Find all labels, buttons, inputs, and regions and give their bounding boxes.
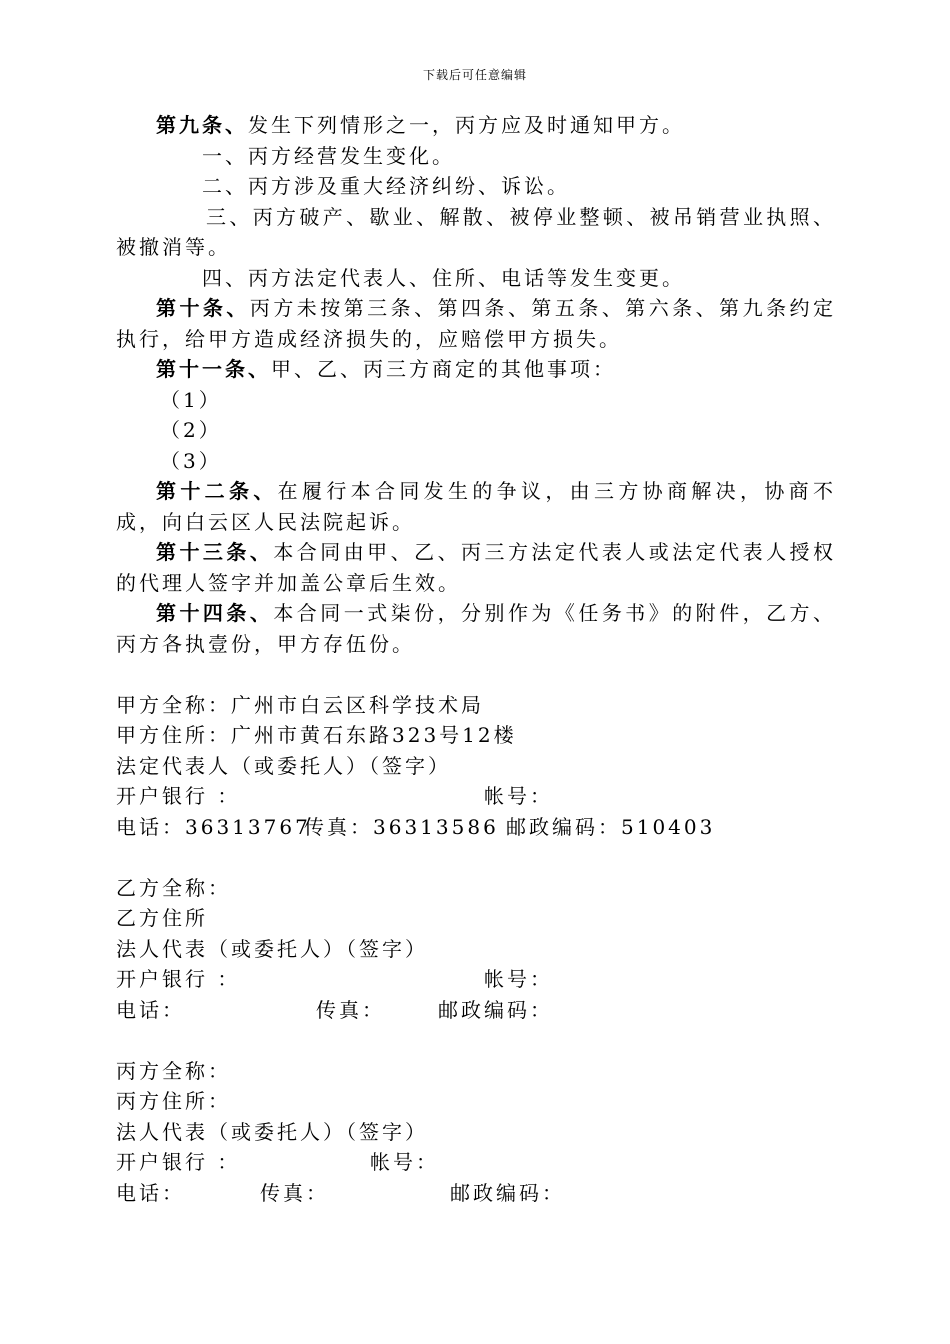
- clause-11-item-3: （3）: [160, 448, 222, 473]
- contract-body: [116, 110, 836, 1208]
- party-a-fax: 传真：36313586: [304, 814, 499, 839]
- clause-12-title: 第十二条、: [156, 479, 278, 503]
- clause-9-title: 第九条、: [156, 113, 248, 137]
- clause-10: [116, 293, 836, 354]
- party-c-contact-row: [116, 1178, 836, 1209]
- party-b-bank: 开户银行 ：: [116, 967, 241, 991]
- clause-12: [116, 476, 836, 537]
- party-c-bank-row: [116, 1147, 836, 1178]
- clause-9-item-2: 二、丙方涉及重大经济纠纷、诉讼。: [202, 174, 570, 198]
- party-c-bank: 开户银行 ：: [116, 1150, 241, 1174]
- party-c-account: 帐号：: [370, 1150, 439, 1174]
- party-c-phone: 电话：: [116, 1180, 185, 1205]
- party-a-contact-row: [116, 812, 836, 843]
- clause-9: [116, 110, 836, 141]
- party-c-rep: 法人代表（或委托人）（签字）: [116, 1119, 428, 1144]
- clause-12-text: 在履行本合同发生的争议，由三方协商解决，协商不成，向白云区人民法院起诉。: [116, 479, 837, 534]
- clause-9-text: 发生下列情形之一，丙方应及时通知甲方。: [248, 113, 685, 137]
- clause-10-title: 第十条、: [156, 296, 250, 320]
- clause-13: [116, 537, 836, 598]
- party-a-name: 甲方全称：广州市白云区科学技术局: [116, 692, 484, 717]
- clause-11: [116, 354, 836, 385]
- party-b-phone: 电话：: [116, 997, 185, 1022]
- party-a-bank: 开户银行 ：: [116, 784, 241, 808]
- clause-9-item-3: 三、丙方破产、歇业、解散、被停业整顿、被吊销营业执照、被撤消等。: [116, 204, 836, 259]
- clause-14: [116, 598, 836, 659]
- page-header-note: 下载后可任意编辑: [422, 68, 527, 82]
- party-a-block: [116, 690, 836, 843]
- clause-14-text: 本合同一式柒份，分别作为《任务书》的附件，乙方、丙方各执壹份，甲方存伍份。: [116, 601, 837, 656]
- party-b-postcode: 邮政编码：: [438, 997, 553, 1022]
- party-a-address: 甲方住所：广州市黄石东路323号12楼: [116, 723, 517, 747]
- clause-11-text: 甲、乙、丙三方商定的其他事项：: [271, 357, 616, 381]
- party-c-address: 丙方住所：: [116, 1089, 231, 1113]
- clause-9-item-1: 一、丙方经营发生变化。: [202, 143, 455, 168]
- clause-13-title: 第十三条、: [156, 540, 274, 564]
- party-b-contact-row: [116, 995, 836, 1026]
- party-a-phone: 电话：36313767: [116, 814, 311, 839]
- party-b-fax: 传真：: [316, 997, 385, 1022]
- party-c-name: 丙方全称：: [116, 1058, 231, 1083]
- clause-9-item-4: 四、丙方法定代表人、住所、电话等发生变更。: [202, 265, 685, 290]
- party-c-block: [116, 1056, 836, 1209]
- party-a-account: 帐号：: [484, 784, 553, 808]
- clause-11-title: 第十一条、: [156, 357, 271, 381]
- party-c-fax: 传真：: [260, 1180, 329, 1205]
- party-b-block: [116, 873, 836, 1026]
- party-b-account: 帐号：: [484, 967, 553, 991]
- party-c-postcode: 邮政编码：: [450, 1180, 565, 1205]
- clause-10-text: 丙方未按第三条、第四条、第五条、第六条、第九条约定执行，给甲方造成经济损失的，应赔偿甲方损失。: [116, 296, 837, 351]
- party-a-rep: 法定代表人（或委托人）（签字）: [116, 753, 451, 778]
- clause-11-item-2: （2）: [160, 418, 222, 442]
- party-a-bank-row: [116, 781, 836, 812]
- party-b-rep: 法人代表（或委托人）（签字）: [116, 936, 428, 961]
- party-b-name: 乙方全称：: [116, 875, 231, 900]
- party-b-bank-row: [116, 964, 836, 995]
- clause-11-item-1: （1）: [160, 387, 222, 412]
- party-a-postcode: 邮政编码：510403: [506, 814, 716, 839]
- clause-14-title: 第十四条、: [156, 601, 274, 625]
- clause-13-text: 本合同由甲、乙、丙三方法定代表人或法定代表人授权的代理人签字并加盖公章后生效。: [116, 540, 837, 595]
- party-b-address: 乙方住所: [116, 906, 208, 930]
